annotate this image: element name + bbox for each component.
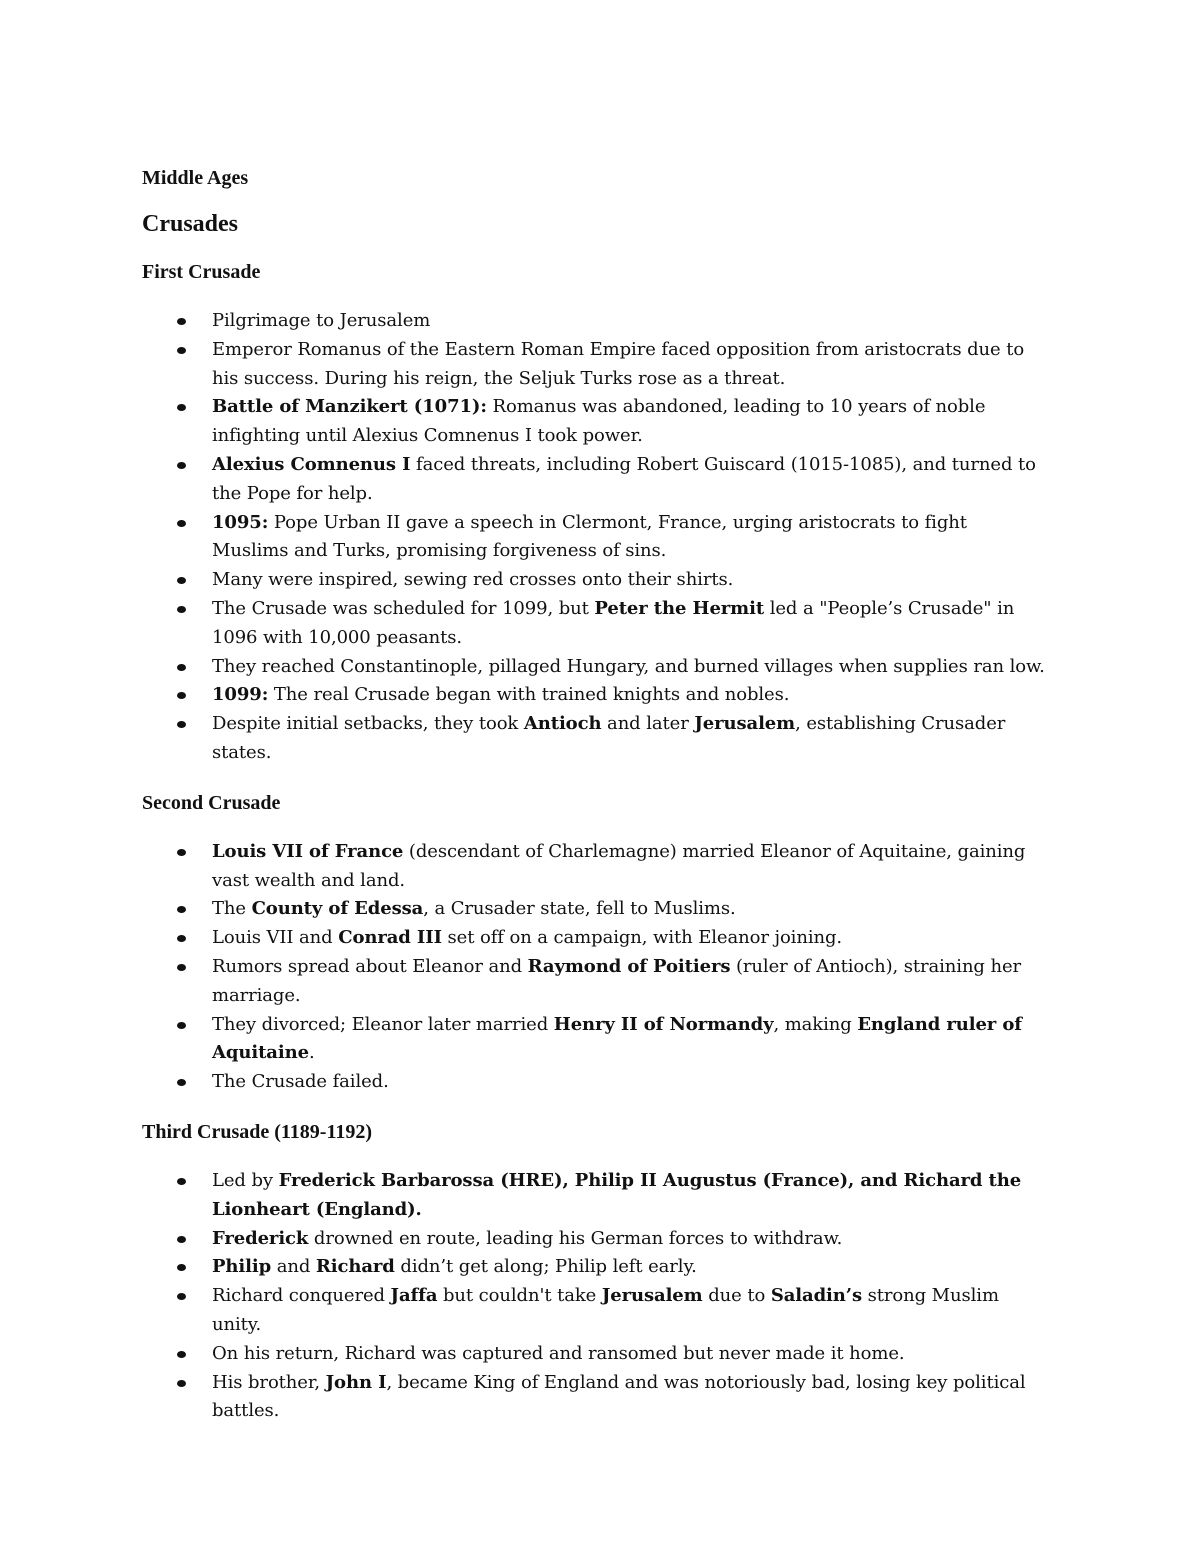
list-item [142, 336, 1047, 394]
bold-text: Richard [315, 1256, 395, 1278]
bullet-icon [177, 1380, 186, 1387]
text-run: due to [702, 1285, 771, 1307]
list-item [142, 566, 1047, 595]
list-item [142, 924, 1047, 953]
bullet-icon [177, 849, 186, 856]
bullet-list [142, 838, 1047, 1097]
bullet-icon [177, 1264, 186, 1271]
list-item [142, 307, 1047, 336]
bold-text: Antioch [523, 713, 602, 735]
list-item [142, 710, 1047, 768]
text-run: Led by [212, 1169, 279, 1191]
text-run: They reached Constantinople, pillaged Hungary, and burned villages when supplies ran low. [212, 655, 1045, 677]
section-heading: First Crusade [142, 261, 261, 283]
bold-text: Louis VII of France [212, 840, 404, 862]
text-run: and later [601, 713, 695, 735]
text-run: . [308, 1042, 315, 1064]
text-run: They divorced; Eleanor later married [212, 1013, 554, 1035]
bullet-icon [177, 520, 186, 527]
text-run: The [212, 898, 252, 920]
text-run: Pope Urban II gave a speech in Clermont, France, urging aristocrats to fight Muslims and Turks, promising forgiveness of sins. [212, 511, 967, 562]
section-heading: Second Crusade [142, 791, 281, 814]
text-run: didn’t get along; Philip left early. [394, 1256, 697, 1278]
bold-text: John I [325, 1371, 387, 1393]
bullet-icon [177, 462, 186, 469]
bold-text: Henry II of Normandy [553, 1013, 774, 1035]
text-run: and [271, 1256, 316, 1278]
text-run: (descendant of Charlemagne) married Eleanor of Aquitaine, gaining vast wealth and land. [212, 840, 1026, 891]
bullet-icon [177, 318, 186, 325]
list-item [142, 1225, 1047, 1254]
text-run: The Crusade was scheduled for 1099, but [212, 597, 595, 619]
list-item [142, 1253, 1047, 1282]
bold-text: Saladin’s [770, 1285, 862, 1307]
bullet-list [142, 1167, 1047, 1426]
list-item [142, 1167, 1047, 1225]
bold-text: Raymond of Poitiers [527, 955, 731, 977]
list-item [142, 653, 1047, 682]
bullet-icon [177, 404, 186, 411]
text-run: Richard conquered [212, 1285, 391, 1307]
list-item [142, 1340, 1047, 1369]
bullet-icon [177, 935, 186, 942]
bold-text: Frederick Barbarossa (HRE), Philip II Augustus (France), and Richard the Lionheart (England). [212, 1169, 1022, 1220]
list-item [142, 509, 1047, 567]
list-item [142, 681, 1047, 710]
bold-text: Jaffa [390, 1285, 438, 1307]
bold-text: Jerusalem [601, 1285, 703, 1307]
text-run: , establishing Crusader states. [212, 713, 1006, 763]
text-run: strong Muslim unity. [212, 1285, 999, 1335]
bullet-list [142, 307, 1047, 768]
list-item [142, 1011, 1047, 1069]
bold-text: Conrad III [338, 927, 442, 949]
text-run: Emperor Romanus of the Eastern Roman Empire faced opposition from aristocrats due to his success. During his reign, the Seljuk Turks rose as a threat. [212, 338, 1025, 389]
list-item [142, 953, 1047, 1011]
text-run: The Crusade failed. [212, 1071, 389, 1093]
bold-text: 1099: [212, 684, 269, 706]
bullet-icon [177, 1178, 186, 1185]
sections-container [142, 257, 1047, 1426]
bold-text: Peter the Hermit [594, 597, 765, 619]
document-page [142, 163, 1047, 1446]
bold-text: County of Edessa [251, 898, 424, 920]
text-run: On his return, Richard was captured and ransomed but never made it home. [212, 1342, 905, 1364]
bold-text: Philip [212, 1256, 272, 1278]
text-run: , became King of England and was notoriously bad, losing key political battles. [212, 1371, 1026, 1422]
text-run: set off on a campaign, with Eleanor joining. [441, 927, 843, 949]
bullet-icon [177, 606, 186, 613]
text-run: , a Crusader state, fell to Muslims. [423, 898, 736, 920]
list-item [142, 838, 1047, 896]
list-item [142, 1369, 1047, 1427]
bullet-icon [177, 1293, 186, 1300]
bold-text: Jerusalem [694, 713, 796, 735]
section-heading: Third Crusade (1189-1192) [142, 1120, 373, 1143]
text-run: Many were inspired, sewing red crosses onto their shirts. [212, 569, 734, 591]
list-item [142, 1282, 1047, 1340]
bullet-icon [177, 1079, 186, 1086]
text-run: His brother, [212, 1371, 326, 1393]
bullet-icon [177, 1022, 186, 1029]
list-item [142, 1068, 1047, 1097]
text-run: , making [773, 1013, 858, 1035]
bullet-icon [177, 906, 186, 913]
bullet-icon [177, 692, 186, 699]
bold-text: Battle of Manzikert (1071): [212, 396, 487, 418]
text-run: (ruler of Antioch), straining her marriage. [212, 955, 1022, 1006]
text-run: drowned en route, leading his German forces to withdraw. [308, 1227, 843, 1249]
bullet-icon [177, 1236, 186, 1243]
text-run: Despite initial setbacks, they took [212, 713, 524, 735]
list-item [142, 595, 1047, 653]
document-title: Middle Ages [142, 167, 249, 189]
text-run: Louis VII and [212, 927, 339, 949]
text-run: The real Crusade began with trained knights and nobles. [268, 684, 790, 706]
bullet-icon [177, 964, 186, 971]
bold-text: 1095: [212, 511, 269, 533]
list-item [142, 393, 1047, 451]
list-item [142, 451, 1047, 509]
bullet-icon [177, 577, 186, 584]
main-heading: Crusades [142, 211, 239, 237]
text-run: but couldn't take [437, 1285, 602, 1307]
bullet-icon [177, 664, 186, 671]
bullet-icon [177, 347, 186, 354]
text-run: faced threats, including Robert Guiscard (1015-1085), and turned to the Pope for help. [212, 453, 1036, 504]
bold-text: Alexius Comnenus I [212, 453, 411, 475]
text-run: Rumors spread about Eleanor and [212, 955, 528, 977]
text-run: led a "People’s Crusade" in 1096 with 10,000 peasants. [212, 597, 1015, 648]
list-item [142, 895, 1047, 924]
bold-text: Frederick [212, 1227, 309, 1249]
bullet-icon [177, 721, 186, 728]
bold-text: England ruler of Aquitaine [212, 1013, 1022, 1064]
bullet-icon [177, 1351, 186, 1358]
text-run: Romanus was abandoned, leading to 10 years of noble infighting until Alexius Comnenus I took power. [212, 396, 986, 447]
text-run: Pilgrimage to Jerusalem [212, 310, 431, 331]
